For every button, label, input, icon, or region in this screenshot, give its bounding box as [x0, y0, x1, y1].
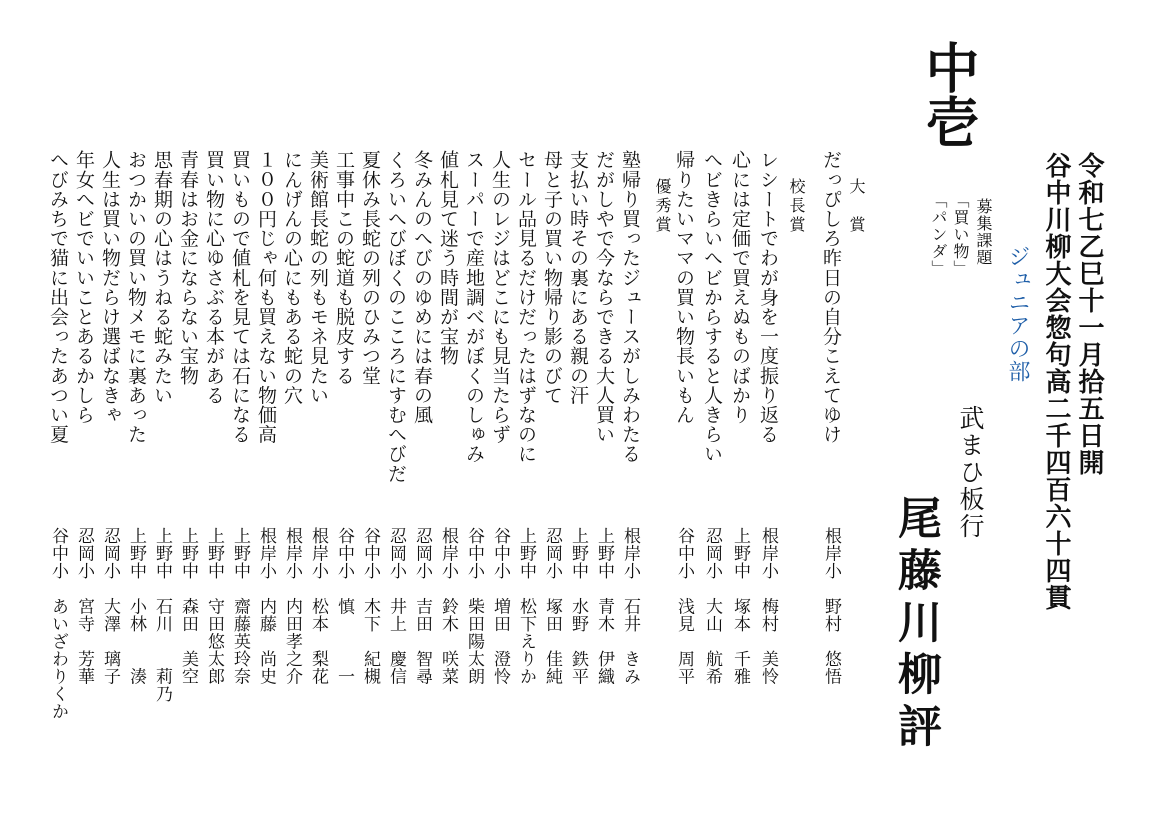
verse-1: だっぴしろ昨日の自分こえてゆけ: [820, 150, 842, 444]
author-school: 根岸小: [256, 527, 276, 580]
verse-18: 美術館長蛇の列もモネ見たい: [307, 150, 329, 405]
author-name: 慎 一: [334, 597, 354, 685]
author-10: [517, 527, 534, 685]
author-school: 上野中: [516, 527, 536, 580]
author-20: [257, 527, 274, 685]
award-principal: 校長賞: [787, 178, 806, 235]
theme-topic-1: 「買い物」: [951, 192, 970, 277]
author-school: 上野中: [126, 527, 146, 580]
verse-7: だがしやで今ならできる大人買い: [593, 150, 615, 444]
author-name: 浅見 周平: [674, 597, 694, 685]
author-school: 上野中: [230, 527, 250, 580]
author-21: [231, 527, 248, 685]
verse-13: 値札見て迷う時間が宝物: [437, 150, 459, 366]
author-name: 水野 鉄平: [568, 597, 588, 685]
author-24: [153, 527, 170, 703]
junior-label: ジュニアの部: [1005, 245, 1030, 383]
verse-5: 帰りたいママの買い物長いもん: [673, 150, 695, 425]
author-17: [335, 527, 352, 685]
verse-3: 心には定価で買えぬものばかり: [729, 150, 751, 425]
verse-21: 買いもので値札を見ては石になる: [229, 150, 251, 444]
verse-19: にんげんの心にもある蛇の穴: [281, 150, 303, 405]
author-name: 宮寺 芳華: [74, 597, 94, 685]
author-name: 森田 美空: [178, 597, 198, 685]
verse-2: レシートでわが身を一度振り返る: [757, 150, 779, 444]
verse-17: 工事中この蛇道も脱皮する: [333, 150, 355, 386]
author-11: [491, 527, 508, 685]
award-excellence: 優秀賞: [653, 178, 672, 235]
author-school: 上野中: [204, 527, 224, 580]
author-23: [179, 527, 196, 685]
author-name: 小林 湊: [126, 597, 146, 685]
author-name: 塚田 佳純: [542, 597, 562, 685]
author-18: [309, 527, 326, 685]
verse-11: 人生のレジはどこにも見当たらず: [489, 150, 511, 444]
verse-10: セール品見るだけだったはずなのに: [515, 150, 537, 464]
author-8: [569, 527, 586, 685]
judge-name: 尾藤川柳評: [890, 495, 941, 755]
author-school: 上野中: [152, 527, 172, 580]
author-school: 谷中小: [48, 527, 68, 580]
author-name: 松下えりか: [516, 597, 536, 685]
author-name: 塚本 千雅: [730, 597, 750, 685]
author-16: [361, 527, 378, 685]
verse-12: スーパーで産地調べがぼくのしゅみ: [463, 150, 485, 464]
author-12: [465, 527, 482, 685]
author-school: 根岸小: [308, 527, 328, 580]
verse-14: 冬みんのへびのゆめには春の風: [411, 150, 433, 425]
author-school: 上野中: [730, 527, 750, 580]
author-name: 井上 慶信: [386, 597, 406, 685]
author-school: 忍岡小: [702, 527, 722, 580]
author-26: [101, 527, 118, 685]
author-name: 守田悠太郎: [204, 597, 224, 685]
author-school: 根岸小: [821, 527, 841, 580]
author-name: 青木 伊織: [594, 597, 614, 685]
author-name: あいざわりくか: [48, 597, 68, 720]
verse-22: 買い物に心ゆさぶる本がある: [203, 150, 225, 405]
author-school: 忍岡小: [74, 527, 94, 580]
author-school: 忍岡小: [412, 527, 432, 580]
author-school: 谷中小: [334, 527, 354, 580]
author-25: [127, 527, 144, 685]
author-school: 谷中小: [490, 527, 510, 580]
author-22: [205, 527, 222, 685]
author-school: 忍岡小: [386, 527, 406, 580]
author-school: 上野中: [178, 527, 198, 580]
author-13: [439, 527, 456, 685]
verse-9: 母と子の買い物帰り影のびて: [541, 150, 563, 405]
verse-28: へびみちで猫に出会ったあつい夏: [47, 150, 69, 444]
author-5: [675, 527, 692, 685]
verse-24: 思春期の心はうねる蛇みたい: [151, 150, 173, 405]
theme-topic-2: 「パンダ」: [929, 192, 948, 277]
author-school: 谷中小: [464, 527, 484, 580]
author-school: 上野中: [568, 527, 588, 580]
author-name: 松本 梨花: [308, 597, 328, 685]
author-name: 梅村 美怜: [758, 597, 778, 685]
verse-6: 塾帰り買ったジュースがしみわたる: [619, 150, 641, 464]
author-name: 柴田陽太朗: [464, 597, 484, 685]
author-7: [595, 527, 612, 685]
author-school: 根岸小: [758, 527, 778, 580]
event-subtitle: 谷中川柳大会惣句高二千四百六十四貫: [1041, 152, 1071, 611]
author-name: 増田 澄怜: [490, 597, 510, 685]
author-1: [822, 527, 839, 685]
author-19: [283, 527, 300, 685]
verse-16: 夏休み長蛇の列のひみつ堂: [359, 150, 381, 386]
verse-27: 年女へビでいいことあるかしら: [73, 150, 95, 425]
verse-23: 青春はお金にならない宝物: [177, 150, 199, 386]
author-9: [543, 527, 560, 685]
author-school: 谷中小: [360, 527, 380, 580]
author-15: [387, 527, 404, 685]
verse-20: １００円じゃ何も買えない物価高: [255, 150, 277, 444]
verse-26: 人生は買い物だらけ選ばなきゃ: [99, 150, 121, 425]
verse-15: くろいへびぼくのこころにすむへびだ: [385, 150, 407, 484]
author-school: 根岸小: [282, 527, 302, 580]
title-large: 中壱: [917, 40, 981, 148]
author-name: 内藤 尚史: [256, 597, 276, 685]
author-name: 野村 悠悟: [821, 597, 841, 685]
author-2: [759, 527, 776, 685]
author-school: 忍岡小: [100, 527, 120, 580]
editor-name: 武まひ板行: [956, 405, 985, 540]
verse-4: へビきらいへビからすると人きらい: [701, 150, 723, 464]
author-name: 吉田 智尋: [412, 597, 432, 685]
author-school: 谷中小: [674, 527, 694, 580]
author-school: 根岸小: [438, 527, 458, 580]
author-28: [49, 527, 66, 720]
author-name: 内田孝之介: [282, 597, 302, 685]
verse-8: 支払い時その裏にある親の汗: [567, 150, 589, 405]
author-name: 大澤 璃子: [100, 597, 120, 685]
author-name: 石井 きみ: [620, 597, 640, 685]
verse-25: おつかいの買い物メモに裏あった: [125, 150, 147, 444]
author-4: [703, 527, 720, 685]
author-27: [75, 527, 92, 685]
author-6: [621, 527, 638, 685]
author-school: 忍岡小: [542, 527, 562, 580]
author-school: 上野中: [594, 527, 614, 580]
award-grand: 大 賞: [847, 178, 866, 235]
author-3: [731, 527, 748, 685]
author-name: 齋藤英玲奈: [230, 597, 250, 685]
author-school: 根岸小: [620, 527, 640, 580]
author-name: 石川 莉乃: [152, 597, 172, 703]
author-name: 鈴木 咲菜: [438, 597, 458, 685]
theme-label: 募集課題: [974, 198, 993, 266]
author-14: [413, 527, 430, 685]
author-name: 木下 紀槻: [360, 597, 380, 685]
author-name: 大山 航希: [702, 597, 722, 685]
event-title: 令和七乙巳十一月拾五日開: [1074, 152, 1104, 476]
